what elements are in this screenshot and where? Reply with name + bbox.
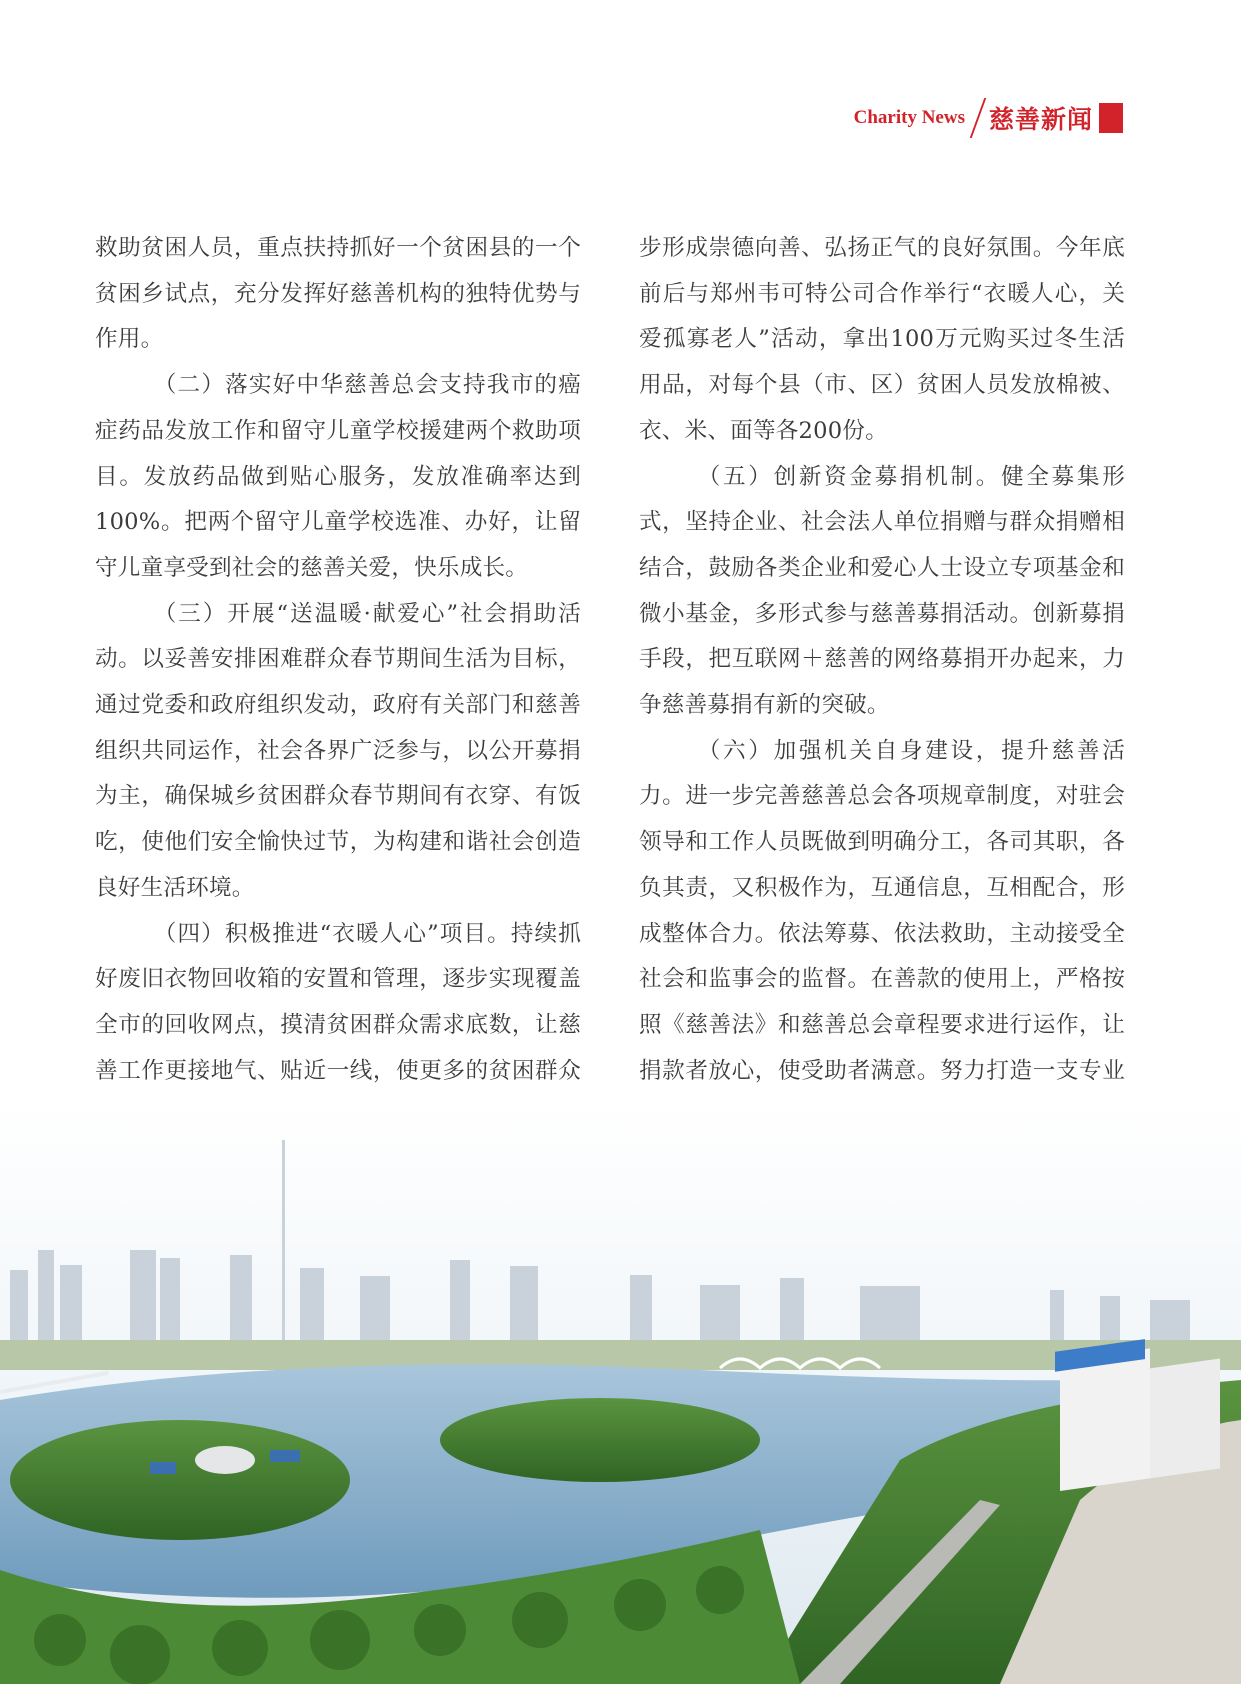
section-title-en: Charity News <box>853 107 965 128</box>
paragraph: （三）开展“送温暖·献爱心”社会捐助活动。以妥善安排困难群众春节期间生活为目标，通过党委和政府组织发动，政府有关部门和慈善组织共同运作，社会各界广泛参与，以公开募捐为主，确保城乡贫困群众春节期间有衣穿、有饭吃，使他们安全愉快过节，为构建和谐社会创造良好生活环境。 <box>95 600 581 901</box>
panorama-illustration <box>0 1100 1241 1684</box>
island-center <box>440 1398 760 1482</box>
paragraph: （六）加强机关自身建设，提升慈善活力。进一步完善慈善总会各项规章制度，对驻会领导和工作人员既做到明确分工，各司其职，各负其责，又积极作为，互通信息，互相配合，形成整体合力。依法筹募、依法救助，主动接受全社会和监事会的监督。在善款的使用上，严格按照《慈善法》和慈善总会章程要求进行运作，让捐款者放心，使受助者满意。努力打造一支专业 <box>639 737 1125 1084</box>
right-text-column <box>639 226 1125 1186</box>
section-header <box>854 98 1123 138</box>
paragraph: 救助贫困人员，重点扶持抓好一个贫困县的一个贫困乡试点，充分发挥好慈善机构的独特优势与作用。 <box>95 235 581 353</box>
header-accent-block <box>1099 103 1123 133</box>
paragraph: （四）积极推进“衣暖人心”项目。持续抓好废旧衣物回收箱的安置和管理，逐步实现覆盖全市的回收网点，摸清贫困群众需求底数，让慈善工作更接地气、贴近一线，使更多的贫困群众 <box>95 920 581 1084</box>
header-divider <box>970 98 987 138</box>
city-lake-panorama-photo <box>0 1100 1241 1684</box>
section-title-cn: 慈善新闻 <box>988 105 1093 134</box>
paragraph: （二）落实好中华慈善总会支持我市的癌症药品发放工作和留守儿童学校援建两个救助项目。发放药品做到贴心服务，发放准确率达到100%。把两个留守儿童学校选准、办好，让留守儿童享受到社会的慈善关爱，快乐成长。 <box>95 372 581 581</box>
left-text-column <box>95 226 581 1186</box>
paragraph: （五）创新资金募捐机制。健全募集形式，坚持企业、社会法人单位捐赠与群众捐赠相结合，鼓励各类企业和爱心人士设立专项基金和微小基金，多形式参与慈善募捐活动。创新募捐手段，把互联网＋慈善的网络募捐开办起来，力争慈善募捐有新的突破。 <box>639 463 1125 719</box>
island-left <box>10 1420 350 1540</box>
paragraph: 步形成崇德向善、弘扬正气的良好氛围。今年底前后与郑州韦可特公司合作举行“衣暖人心，关爱孤寡老人”活动，拿出100万元购买过冬生活用品，对每个县（市、区）贫困人员发放棉被、衣、米、面等各200份。 <box>639 235 1125 444</box>
